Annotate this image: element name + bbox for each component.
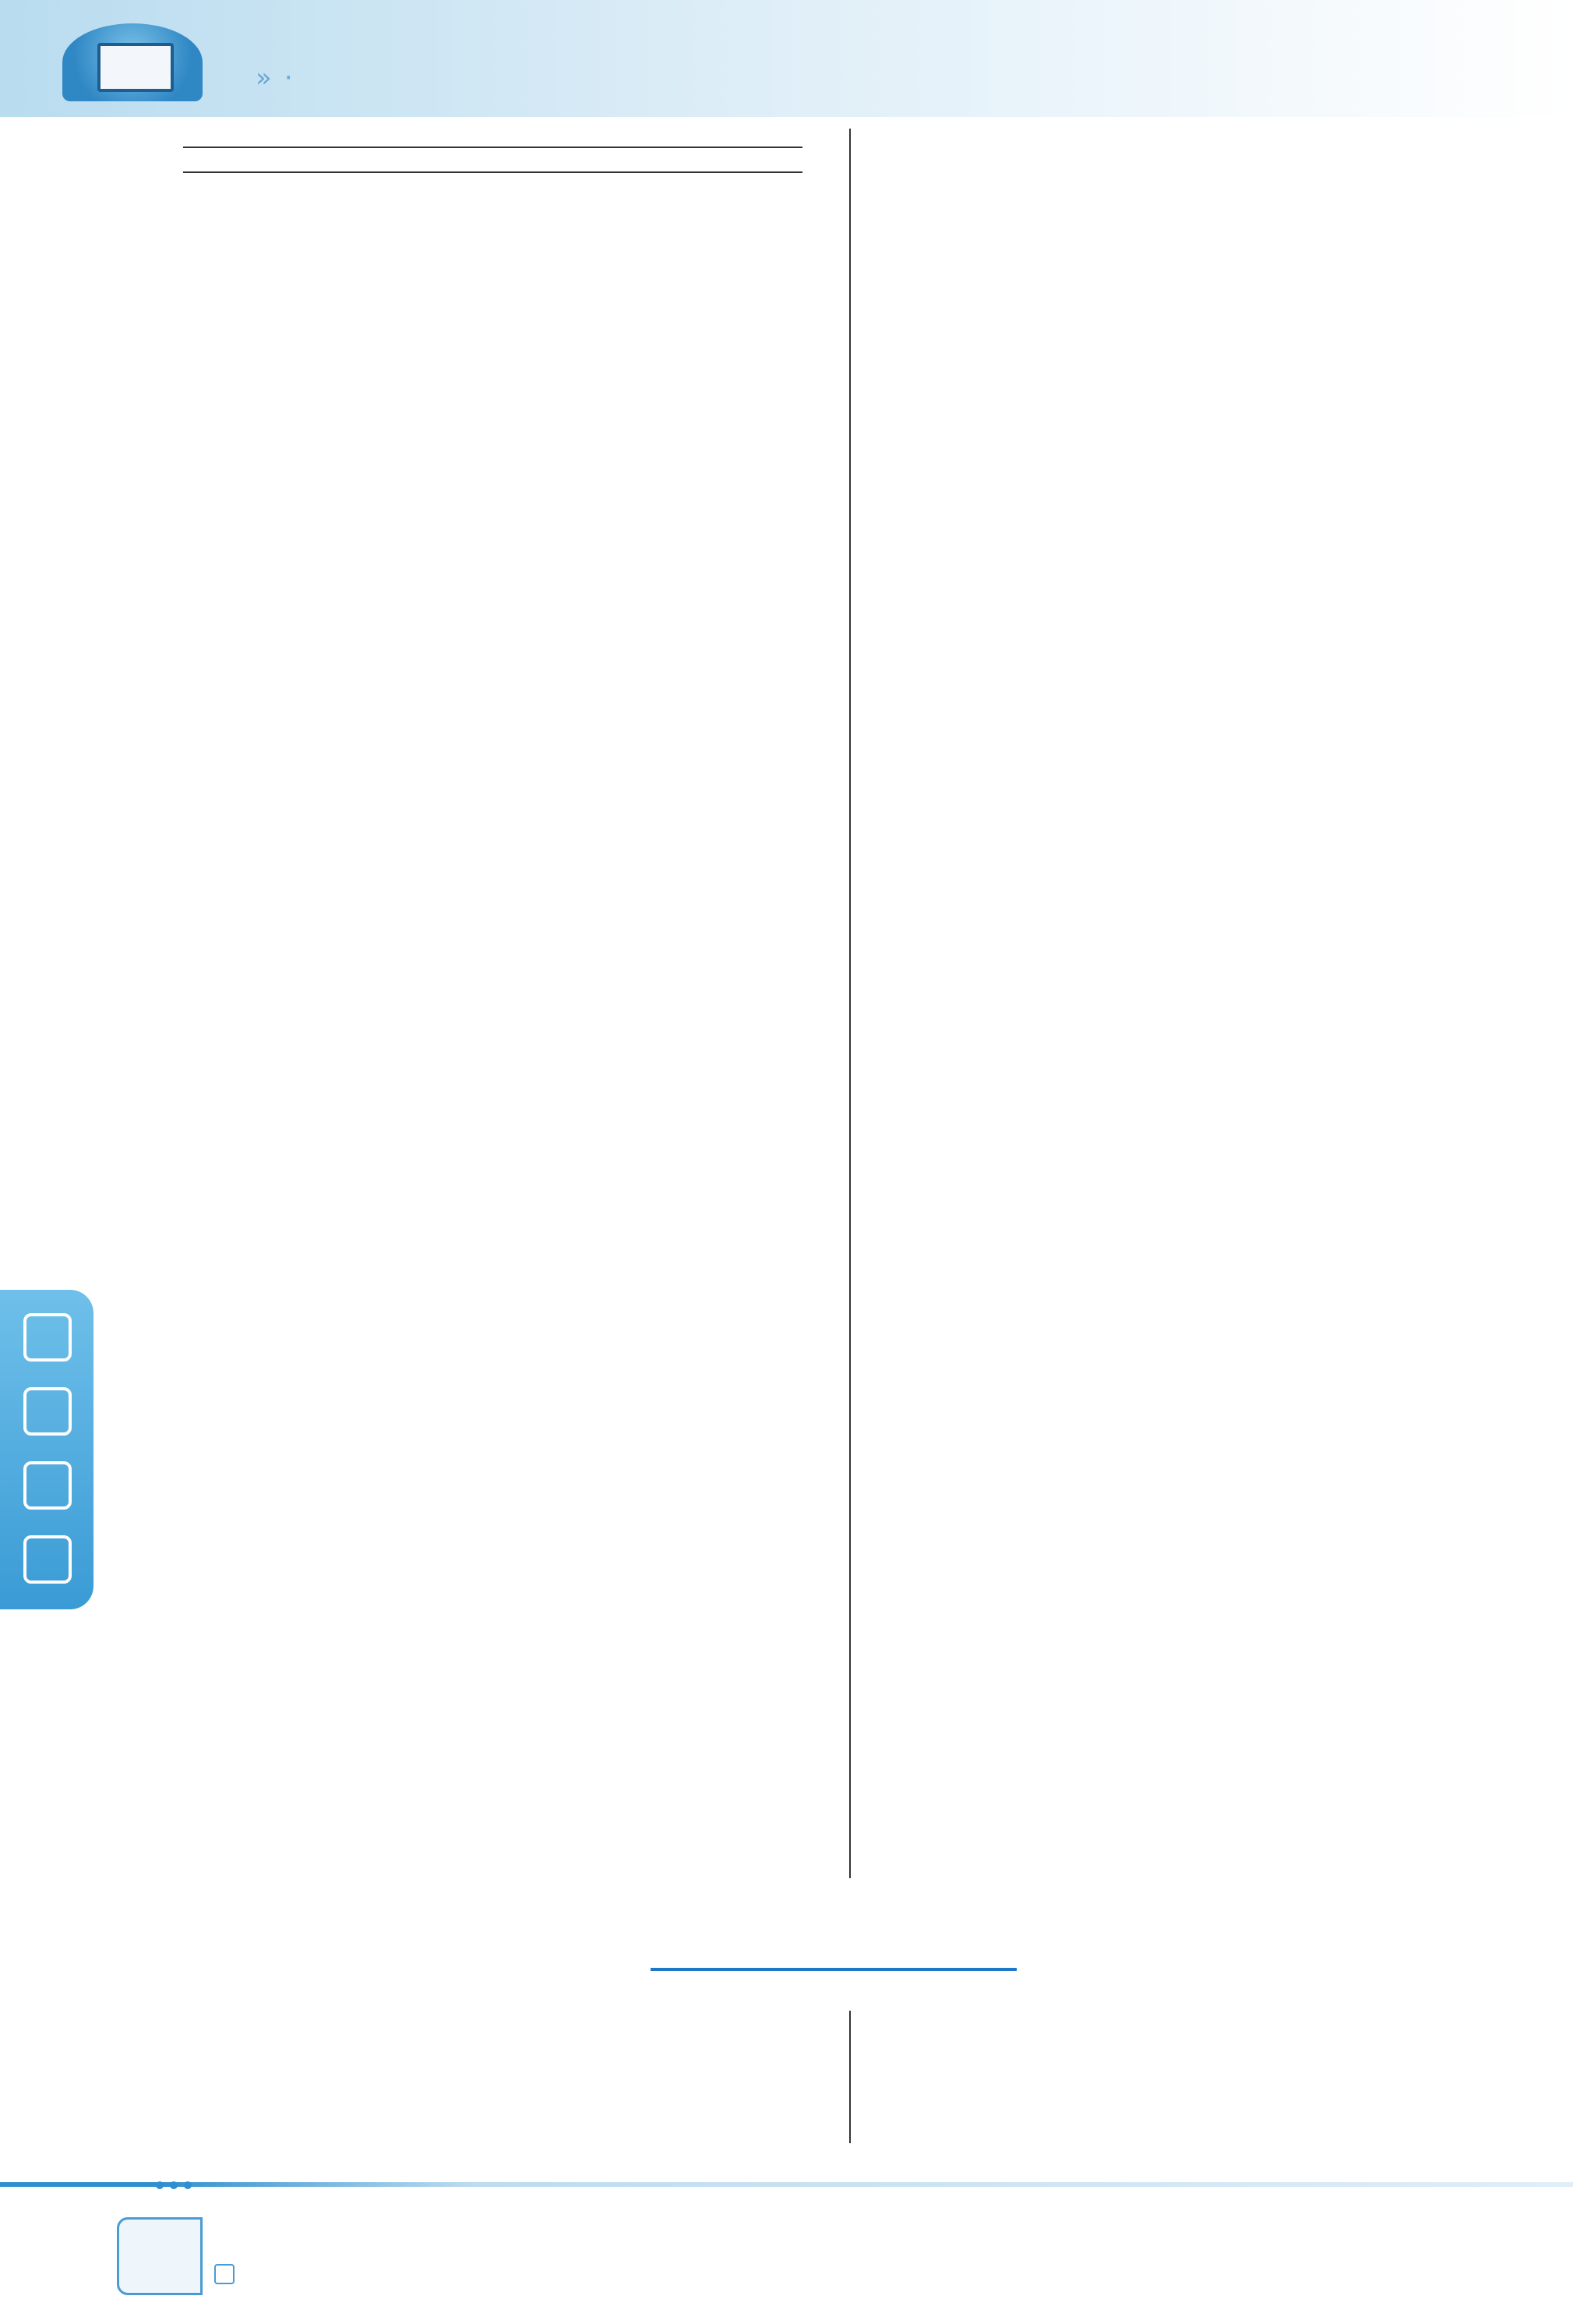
header-band (0, 0, 1573, 117)
footer-rule (0, 2182, 1573, 2187)
unit-char-4 (23, 1535, 72, 1584)
answer-blank-2[interactable] (183, 171, 802, 173)
unit-char-1 (23, 1313, 72, 1362)
answer-blank-1[interactable] (183, 147, 802, 148)
unit-char-2 (23, 1387, 72, 1436)
book-logo-icon (62, 23, 203, 101)
column-divider-bottom (849, 2011, 851, 2143)
footer-dots-icon (156, 2177, 198, 2192)
unit-char-3 (23, 1461, 72, 1510)
section-title-underline (651, 1968, 1017, 1971)
unit-tab (0, 1290, 93, 1609)
running-header: » · (256, 62, 293, 94)
page-number (117, 2217, 203, 2295)
left-column (125, 125, 810, 196)
page-deco-icon (214, 2264, 235, 2284)
column-divider (849, 129, 851, 1878)
